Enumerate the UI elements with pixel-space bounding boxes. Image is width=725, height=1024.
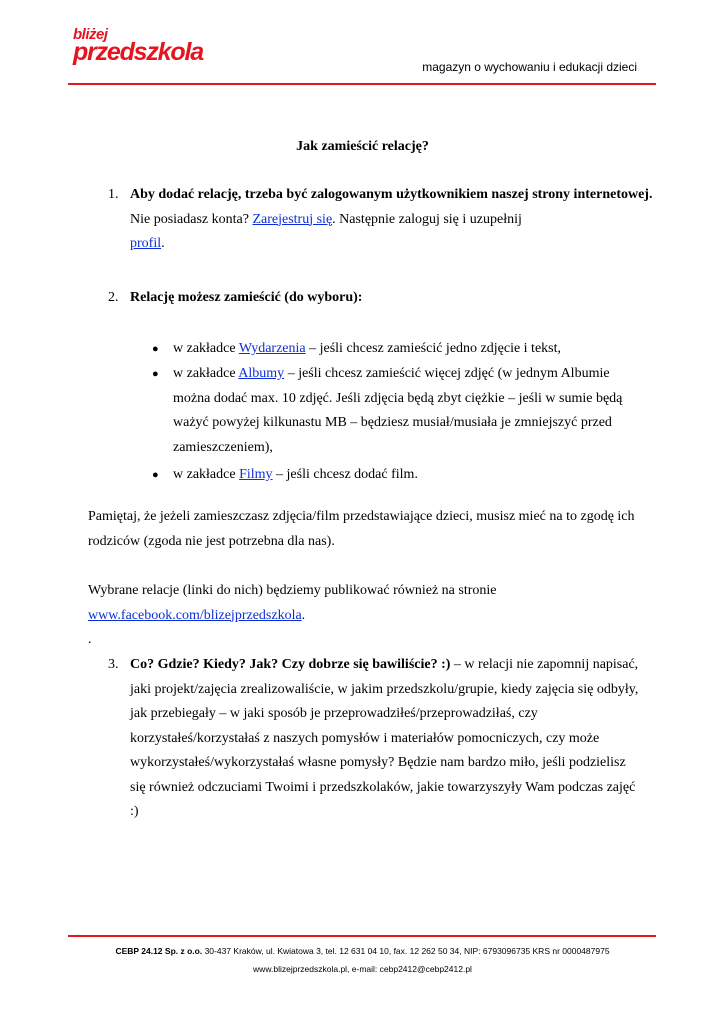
item-1-bold: Aby dodać relację, trzeba być zalogowanym użytkownikiem naszej strony internetowej.: [130, 187, 653, 202]
header-divider: [68, 83, 656, 85]
bullet-events-pre: w zakładce: [173, 341, 239, 356]
bullet-events: [173, 337, 653, 362]
item-3-bold: Co? Gdzie? Kiedy? Jak? Czy dobrze się bawiliście? :): [130, 657, 451, 672]
item-3-number: 3.: [108, 657, 119, 672]
item-1-number: 1.: [108, 187, 119, 202]
profile-link[interactable]: profil: [130, 236, 162, 251]
register-link[interactable]: Zarejestruj się: [252, 211, 333, 227]
item-1-text-b: . Następnie zaloguj się i uzupełnij: [332, 211, 522, 227]
bullet-events-post: – jeśli chcesz zamieścić jedno zdjęcie i tekst,: [305, 341, 561, 356]
item-2-bold: Relację możesz zamieścić (do wyboru):: [130, 290, 363, 305]
consent-paragraph: Pamiętaj, że jeżeli zamieszczasz zdjęcia/film przedstawiające dzieci, musisz mieć na to zgodę ich rodziców (zgoda nie jest potrzebna dla nas).: [88, 509, 635, 549]
bullet-films-pre: w zakładce: [173, 467, 240, 482]
item-1-text-c: .: [161, 236, 165, 251]
logo-line-1: bliżej: [73, 26, 108, 43]
stray-dot: .: [88, 632, 92, 647]
footer-contact: www.blizejprzedszkola.pl, e-mail: cebp2412@cebp2412.pl: [253, 964, 472, 974]
logo-line-2: przedszkola: [73, 38, 203, 66]
footer-divider: [68, 935, 656, 937]
albums-link[interactable]: Albumy: [238, 366, 285, 381]
page-title: Jak zamieścić relację?: [296, 139, 429, 154]
bullet-albums-pre: w zakładce: [173, 366, 239, 381]
bullet-albums-post: – jeśli chcesz zamieścić więcej zdjęć (w jednym Albumie można dodać max. 10 zdjęć. Jeśli zdjęcia będą zbyt ciężkie – jeśli w sumie będą ważyć powyżej kilkunastu MB – będziesz musiał/musiała je zmniejszyć przed zamieszczeniem),: [173, 366, 623, 455]
films-link[interactable]: Filmy: [239, 467, 273, 482]
bullet-icon: ●: [152, 343, 159, 355]
footer-address-text: 30-437 Kraków, ul. Kwiatowa 3, tel. 12 631 04 10, fax. 12 262 50 34, NIP: 6793096735 KRS nr 0000487975: [202, 946, 610, 956]
facebook-paragraph-end: .: [301, 607, 306, 623]
facebook-paragraph: [88, 579, 608, 628]
item-1-text: [130, 183, 655, 257]
facebook-paragraph-text: Wybrane relacje (linki do nich) będziemy publikować również na stronie: [88, 583, 497, 598]
item-3-text: [130, 653, 640, 825]
item-2-heading: [130, 286, 655, 311]
item-1-text-a: Nie posiadasz konta?: [130, 211, 253, 227]
bullet-icon: ●: [152, 469, 159, 481]
events-link[interactable]: Wydarzenia: [238, 341, 306, 356]
facebook-link[interactable]: www.facebook.com/blizejprzedszkola: [88, 607, 302, 623]
item-3-body: – w relacji nie zapomnij napisać, jaki projekt/zajęcia zrealizowaliście, w jakim przedszkolu/grupie, kiedy zajęcia się odbyły, jak przebiegały – w jaki sposób je przeprowadziłeś/przeprowadziłaś, czy korzystałeś/korzystałaś z naszych pomysłów i materiałów pomocniczych, czy może wykorzystałeś/wykorzystałaś własne pomysły? Będzie nam bardzo miło, jeśli podzielisz się również odczuciami Twoimi i przedszkolaków, jakie towarzyszyły Wam podczas zajęć :): [130, 657, 639, 819]
footer-company: CEBP 24.12 Sp. z o.o.: [115, 946, 203, 956]
bullet-albums: [173, 362, 643, 460]
bullet-films-post: – jeśli chcesz dodać film.: [272, 467, 418, 482]
item-2-number: 2.: [108, 290, 119, 305]
footer-address: [0, 946, 725, 956]
bullet-films: [173, 463, 653, 488]
brand-logo: [73, 26, 203, 66]
tagline: magazyn o wychowaniu i edukacji dzieci: [422, 60, 637, 74]
bullet-icon: ●: [152, 368, 159, 380]
